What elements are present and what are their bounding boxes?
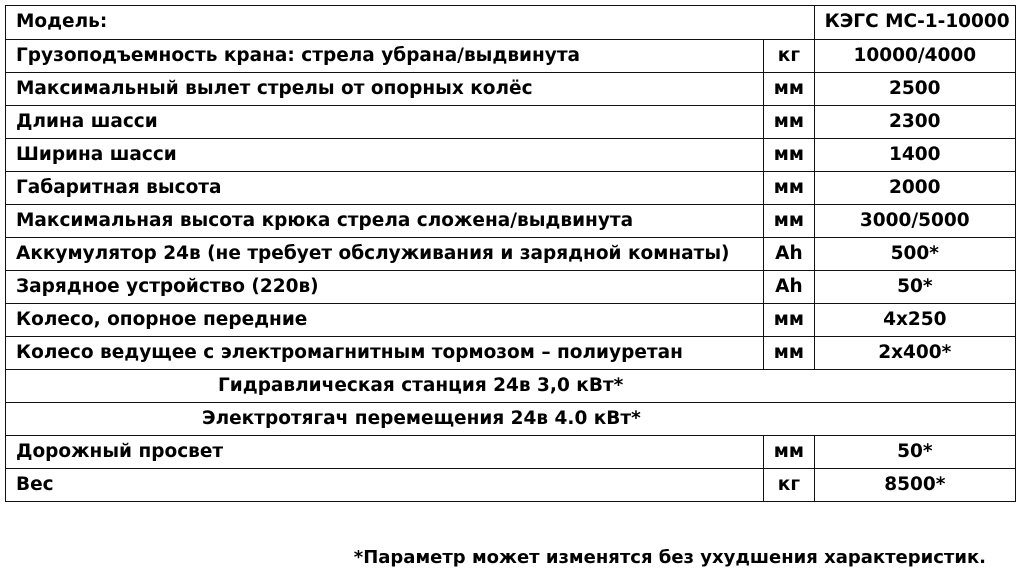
param-name: Ширина шасси [6,139,764,172]
param-value: 2000 [814,172,1015,205]
param-unit: Ah [764,238,814,271]
hydraulic-station-spec: Гидравлическая станция 24в 3,0 кВт* [6,370,1016,403]
param-unit: мм [764,73,814,106]
param-unit: Ah [764,271,814,304]
table-row [6,172,1016,205]
table-row [6,337,1016,370]
param-name: Колесо, опорное передние [6,304,764,337]
param-unit: мм [764,337,814,370]
footnote: *Параметр может изменятся без ухудшения характеристик. [353,547,986,568]
param-name: Максимальный вылет стрелы от опорных колёс [6,73,764,106]
param-unit: мм [764,436,814,469]
param-unit: мм [764,172,814,205]
param-name: Габаритная высота [6,172,764,205]
table-row [6,271,1016,304]
table-row [6,40,1016,73]
param-name: Вес [6,469,764,502]
param-value: 8500* [814,469,1015,502]
param-name: Максимальная высота крюка стрела сложена/выдвинута [6,205,764,238]
param-value: 4x250 [814,304,1015,337]
full-width-row [6,370,1016,403]
model-name: КЭГС МС-1-10000 [814,6,1015,40]
param-unit: мм [764,139,814,172]
param-value: 1400 [814,139,1015,172]
model-header-row [6,6,1016,40]
param-value: 3000/5000 [814,205,1015,238]
table-row [6,73,1016,106]
param-value: 2500 [814,73,1015,106]
table-row [6,238,1016,271]
table-row [6,205,1016,238]
param-value: 2x400* [814,337,1015,370]
param-unit: кг [764,40,814,73]
param-unit: кг [764,469,814,502]
table-row [6,139,1016,172]
param-name: Аккумулятор 24в (не требует обслуживания и зарядной комнаты) [6,238,764,271]
table-row [6,436,1016,469]
param-value: 10000/4000 [814,40,1015,73]
traction-motor-spec: Электротягач перемещения 24в 4.0 кВт* [6,403,1016,436]
param-value: 2300 [814,106,1015,139]
table-row [6,106,1016,139]
table-row [6,304,1016,337]
param-value: 50* [814,436,1015,469]
param-name: Длина шасси [6,106,764,139]
param-unit: мм [764,106,814,139]
param-value: 500* [814,238,1015,271]
param-name: Колесо ведущее с электромагнитным тормозом – полиуретан [6,337,764,370]
specifications-table [5,5,1016,502]
param-name: Зарядное устройство (220в) [6,271,764,304]
param-name: Дорожный просвет [6,436,764,469]
param-name: Грузоподъемность крана: стрела убрана/выдвинута [6,40,764,73]
param-unit: мм [764,205,814,238]
param-value: 50* [814,271,1015,304]
table-row [6,469,1016,502]
param-unit: мм [764,304,814,337]
model-label: Модель: [6,6,815,40]
full-width-row [6,403,1016,436]
